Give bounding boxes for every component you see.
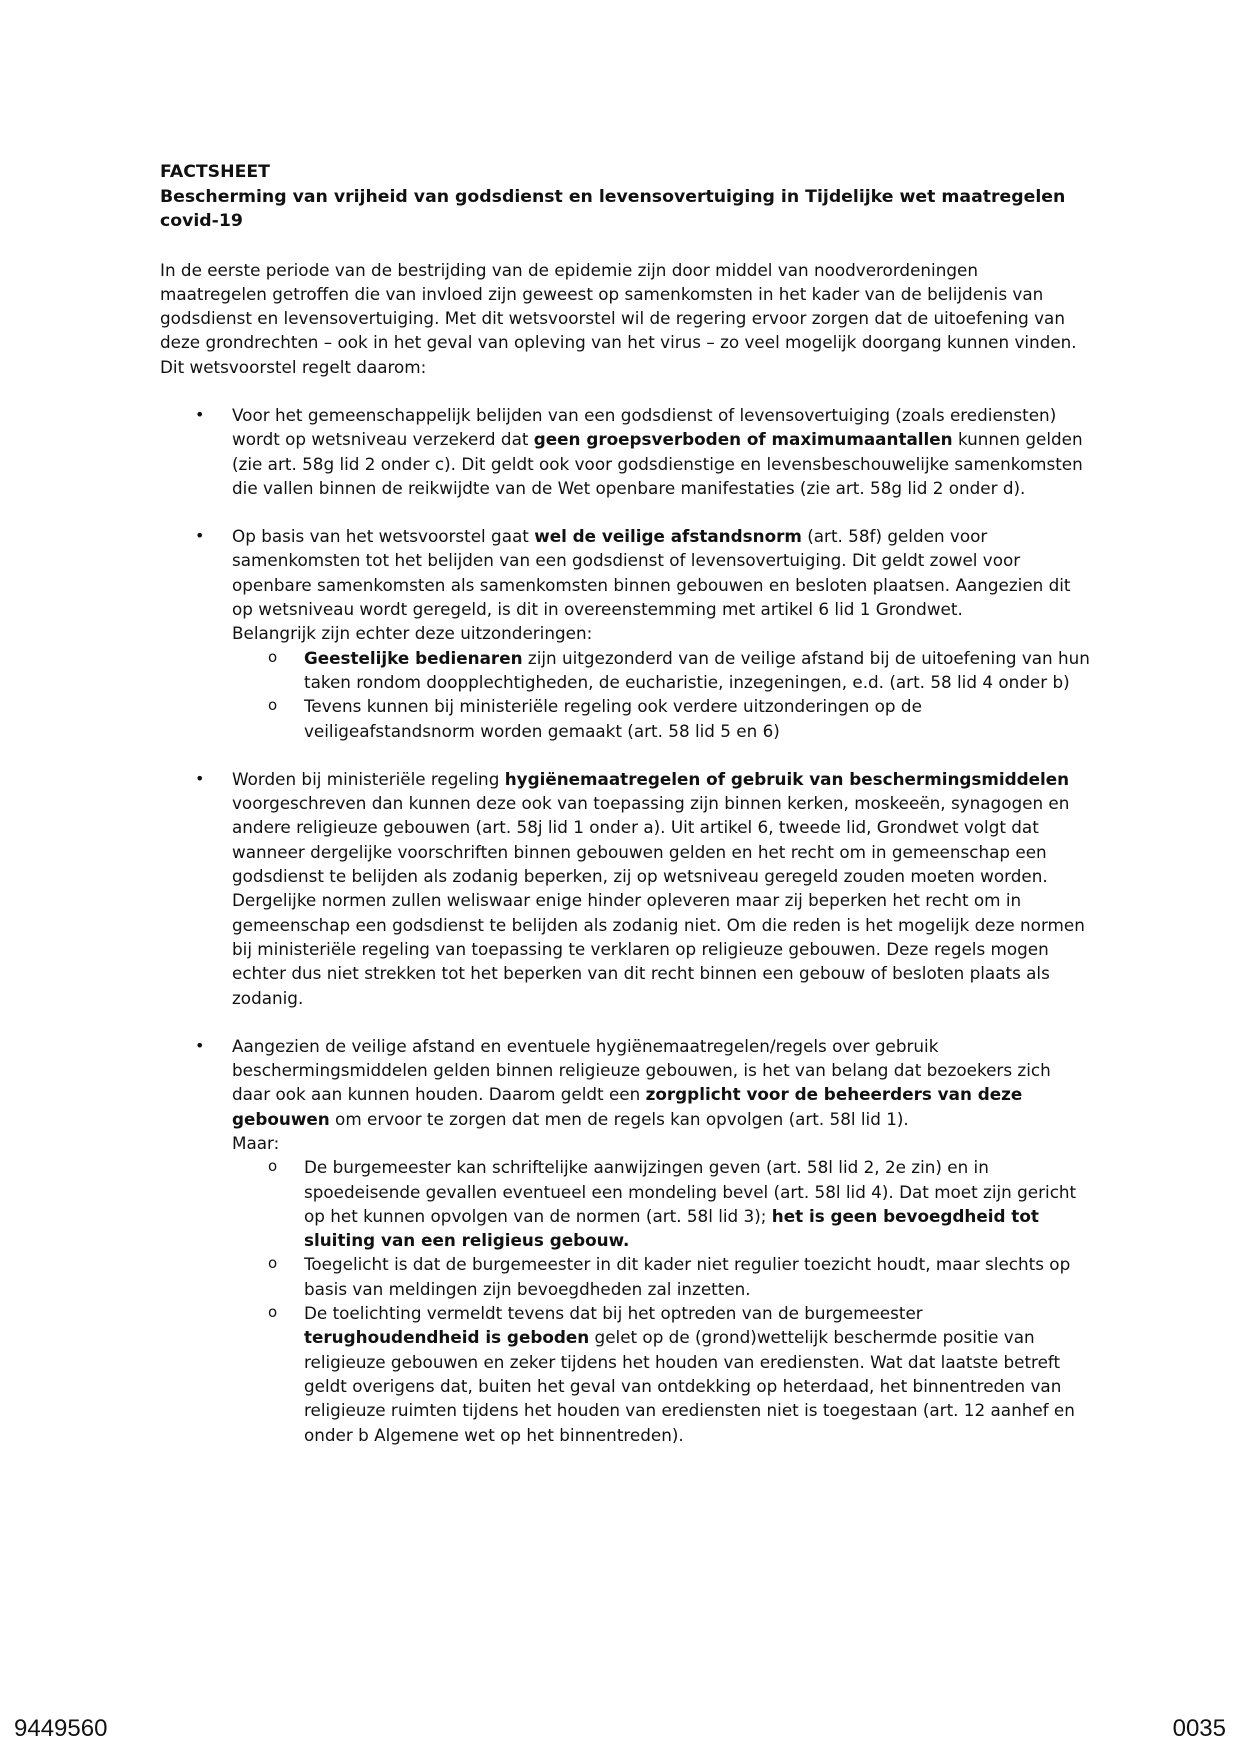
bullet4-sub1-bold: het is geen bevoegdheid tot sluiting van een religieus gebouw. bbox=[304, 1205, 1039, 1251]
bullet3-text-c: voorgeschreven dan kunnen deze ook van toepassing zijn binnen kerken, moskeeën, synagogen en andere religieuze gebouwen (art. 58j lid 1 onder a). Uit artikel 6, tweede lid, Grondwet volgt dat wanneer dergelijke voorschriften binnen gebouwen gelden en het recht om in gemeenschap een godsdienst te belijden als zodanig beperken, zij op wetsniveau geregeld zouden moeten worden. Dergelijke normen zullen weliswaar enige hinder opleveren maar zij beperken het recht om in gemeenschap een godsdienst te belijden als zodanig niet. Om die reden is het mogelijk deze normen bij ministeriële regeling van toepassing te verklaren op religieuze gebouwen. Deze regels mogen echter dus niet strekken tot het beperken van dit recht binnen een gebouw of besloten plaats als zodanig. bbox=[232, 793, 1085, 1008]
intro-paragraph: In de eerste periode van de bestrijding van de epidemie zijn door middel van noodverordeningen maatregelen getroffen die van invloed zijn geweest op samenkomsten in het kader van de belijdenis van godsdienst en levensovertuiging. Met dit wetsvoorstel wil de regering ervoor zorgen dat de uitoefening van deze grondrechten – ook in het geval van opleving van het virus – zo veel mogelijk doorgang kunnen vinden. Dit wetsvoorstel regelt daarom: bbox=[160, 259, 1077, 377]
bullet2-sub1-bold: Geestelijke bedienaren bbox=[304, 647, 523, 668]
bullet1-text-a: Voor het gemeenschappelijk belijden van een godsdienst of levensovertuiging (zoals erediensten) wordt op wetsniveau verzekerd dat bbox=[232, 404, 1057, 450]
bullet3-text-a: Worden bij ministeriële regeling bbox=[232, 768, 505, 789]
sub-item-terughoudendheid bbox=[232, 1301, 1090, 1447]
bullet2-sub1-text: zijn uitgezonderd van de veilige afstand bij de uitoefening van hun taken rondom doopplechtigheden, de eucharistie, inzegeningen, e.d. (art. 58 lid 4 onder b) bbox=[304, 647, 1090, 692]
bullet4-sub2-text: Toegelicht is dat de burgemeester in dit kader niet regulier toezicht houdt, maar slechts op basis van meldingen zijn bevoegdheden zal inzetten. bbox=[304, 1254, 1071, 1299]
bullet3-bold: hygiënemaatregelen of gebruik van beschermingsmiddelen bbox=[504, 768, 1070, 789]
bullet4-sub3-bold: terughoudendheid is geboden bbox=[304, 1327, 590, 1348]
document-body bbox=[160, 160, 1090, 1447]
main-bullet-list bbox=[160, 403, 1090, 1447]
bullet4-bold: zorgplicht voor de beheerders van deze gebouwen bbox=[232, 1084, 1023, 1129]
bullet4-sub1-text: De burgemeester kan schriftelijke aanwijzingen geven (art. 58l lid 2, 2e zin) en in spoedeisende gevallen eventueel een mondeling bevel (art. 58l lid 4). Dat moet zijn gericht op het kunnen opvolgen van de normen (art. 58l lid 3); bbox=[304, 1157, 1077, 1226]
sub-item-geestelijke-bedienaren bbox=[232, 646, 1090, 695]
bullet4-sub3-text-a: De toelichting vermeldt tevens dat bij het optreden van de burgemeester bbox=[304, 1303, 923, 1324]
bullet-zorgplicht bbox=[160, 1034, 1090, 1447]
bullet2-sub-list bbox=[232, 646, 1090, 743]
document-id: 9449560 bbox=[14, 1715, 108, 1742]
page-number: 0035 bbox=[1172, 1715, 1226, 1742]
factsheet-label: FACTSHEET bbox=[160, 162, 270, 182]
bullet4-sub3-text-c: gelet op de (grond)wettelijk beschermde positie van religieuze gebouwen en zeker tijdens het houden van erediensten. Wat dat laatste betreft geldt overigens dat, buiten het geval van ontdekking op heterdaad, het binnentreden van religieuze ruimten tijdens het houden van erediensten niet is toegestaan (art. 12 aanhef en onder b Algemene wet op het binnentreden). bbox=[304, 1327, 1075, 1445]
bullet1-bold: geen groepsverboden of maximumaantallen bbox=[533, 429, 953, 450]
bullet2-text-c: (art. 58f) gelden voor samenkomsten tot het belijden van een godsdienst of levensovertuiging. Dit geldt zowel voor openbare samenkomsten als samenkomsten binnen gebouwen en besloten plaatsen. Aangezien dit op wetsniveau wordt geregeld, is dit in overeenstemming met artikel 6 lid 1 Grondwet. bbox=[232, 526, 1071, 620]
sub-item-verdere-uitzonderingen bbox=[232, 694, 1090, 743]
bullet4-sub-list bbox=[232, 1155, 1090, 1447]
document-title: Bescherming van vrijheid van godsdienst en levensovertuiging in Tijdelijke wet maatregelen covid-19 bbox=[160, 186, 1066, 231]
bullet-afstandsnorm bbox=[160, 524, 1090, 743]
bullet-hygienemaatregelen bbox=[160, 767, 1090, 1010]
bullet2-bold: wel de veilige afstandsnorm bbox=[534, 526, 802, 547]
bullet4-text-c: om ervoor te zorgen dat men de regels kan opvolgen (art. 58l lid 1). bbox=[329, 1108, 909, 1129]
bullet2-text-a: Op basis van het wetsvoorstel gaat bbox=[232, 526, 535, 547]
sub-item-aanwijzingen bbox=[232, 1155, 1090, 1252]
bullet2-sub2-text: Tevens kunnen bij ministeriële regeling ook verdere uitzonderingen op de veiligeafstandsnorm worden gemaakt (art. 58 lid 5 en 6) bbox=[304, 696, 922, 741]
bullet1-text-c: kunnen gelden (zie art. 58g lid 2 onder c). Dit geldt ook voor godsdienstige en levensbeschouwelijke samenkomsten die vallen binnen de reikwijdte van de Wet openbare manifestaties (zie art. 58g lid 2 onder d). bbox=[232, 429, 1083, 498]
bullet4-text-a: Aangezien de veilige afstand en eventuele hygiënemaatregelen/regels over gebruik beschermingsmiddelen gelden binnen religieuze gebouwen, is het van belang dat bezoekers zich daar ook aan kunnen houden. Daarom geldt een bbox=[232, 1035, 1051, 1105]
sub-item-toezicht bbox=[232, 1252, 1090, 1301]
bullet2-exceptions-intro: Belangrijk zijn echter deze uitzonderingen: bbox=[232, 623, 593, 644]
bullet-groepsverboden bbox=[160, 403, 1090, 500]
bullet4-maar: Maar: bbox=[232, 1133, 280, 1153]
